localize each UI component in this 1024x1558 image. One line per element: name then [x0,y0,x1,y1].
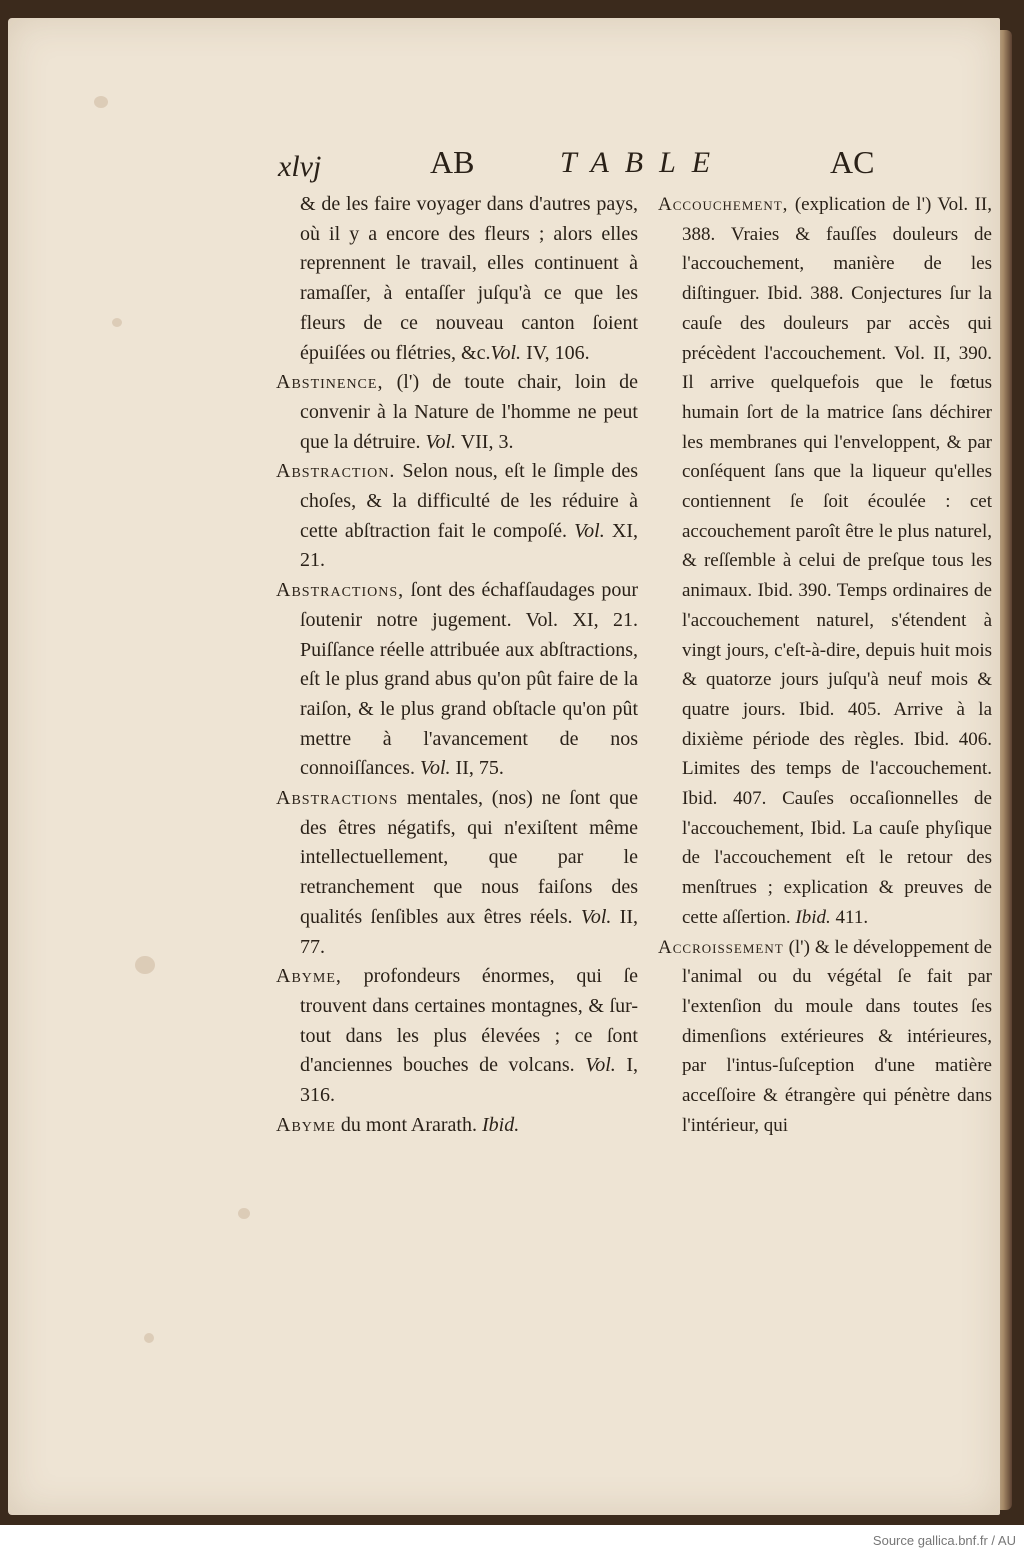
entry-body: (explication de l') Vol. II, 388. Vraies & fauſſes douleurs de l'accouchement, manière de les diſtinguer. Ibid. 388. Conjectures ſur la cauſe des douleurs par accès qui précèdent l'accouchement. Vol. II, 390. Il arrive quelquefois que le fœtus humain ſort de la matrice ſans déchirer les membranes qui l'enveloppent, & par conſéquent ſans que la liqueur qu'elles contiennent ſe ſoit écoulée : cet accouchement paroît être le plus naturel, & reſſemble à celui de preſque tous les animaux. Ibid. 390. Temps ordinaires de l'accouchement naturel, s'étendent à vingt jours, c'eſt-à-dire, depuis huit mois & quatorze jours juſqu'à neuf mois & quatre jours. Ibid. 405. Arrive à la dixième période des règles. Ibid. 406. Limites des temps de l'accouchement. Ibid. 407. Cauſes occaſionnelles de l'accouchement, Ibid. La cauſe phyſique de l'accouchement eſt le retour des menſtrues ; explication & preuves de cette aſſertion. [682,194,992,928]
book-page [8,18,1000,1515]
entry-body: (l') & le développement de l'animal ou du végétal ſe fait par l'extenſion du moule dans toutes ſes dimenſions extérieures & intérieures, par l'intus-ſuſception d'une matière acceſſoire & étrangère qui pénètre dans l'intérieur, qui [682,936,992,1136]
entry-page-ref: II, 75. [450,757,504,780]
index-entry [276,368,638,457]
entry-keyword: Abstractions, [276,579,405,602]
entry-page-ref: XI, 21. [300,519,638,572]
entry-body: mentales, (nos) ne ſont que des êtres négatifs, qui n'exiſtent même intellectuellement, que par le retranchement que nous faiſons des qualités ſenſibles aux êtres réels. [300,787,638,928]
entry-page-ref: II, 77. [300,905,639,958]
entry-body: Selon nous, eſt le ſimple des choſes, & la difficulté de les réduire à cette abſtraction fait le compoſé. [300,460,638,542]
running-header [8,144,1000,194]
foxing-stain [238,1208,250,1219]
entry-body: ſont des échafſaudages pour ſoutenir notre jugement. Vol. XI, 21. Puiſſance réelle attribuée aux abſtractions, eſt le plus grand abus qu'on pût faire de la raiſon, & le plus grand obſtacle qu'on pût mettre à l'avancement de nos connoiſſances. [300,579,638,780]
entry-keyword: Abyme, [276,965,342,988]
index-entry [276,576,638,784]
source-bar [0,1525,1024,1558]
entry-keyword: Accroissement [658,936,784,958]
entry-reference: Vol. [574,519,605,542]
entry-reference: Vol. [425,430,457,453]
entry-reference: Vol. [580,905,612,928]
entry-page-ref: VII, 3. [456,430,514,453]
header-left-letters: AB [430,144,475,180]
header-right-letters: AC [830,144,875,180]
entry-body: profondeurs énormes, qui ſe trouvent dans certaines montagnes, & ſur-tout dans les plus élevées ; ce ſont d'anciennes bouches de volcans. [300,965,638,1077]
entry-reference: Vol. [419,757,451,780]
entry-keyword: Abyme [276,1113,336,1136]
entry-reference: Ibid. [482,1113,520,1136]
foxing-stain [135,956,155,974]
foxing-stain [112,318,122,327]
entry-reference: Vol. [585,1054,616,1077]
entry-body: du mont Ararath. [335,1113,482,1136]
entry-page-ref: IV, 106. [521,341,590,364]
left-column [276,190,638,1141]
entry-page-ref: 411. [830,906,869,928]
entry-keyword: Abstraction. [276,460,396,483]
index-entry [658,190,992,933]
index-entry [276,1111,638,1141]
foxing-stain [144,1333,154,1343]
index-entry [276,190,638,368]
foxing-stain [94,96,108,108]
source-credit: Source gallica.bnf.fr / AU [872,1533,1016,1548]
entry-keyword: Abstinence, [276,371,384,394]
entry-body: (l') de toute chair, loin de convenir à la Nature de l'homme ne peut que la détruire. [300,371,638,453]
folio-number: xlvj [278,150,322,183]
index-entry [276,784,638,962]
entry-page-ref: I, 316. [300,1054,638,1107]
entry-body: & de les faire voyager dans d'autres pays, où il y a encore des fleurs ; alors elles reprennent le travail, elles continuent à ramaſſer, à entaſſer juſqu'à ce que les fleurs de ce nouveau canton ſoient épuiſées ou flétries, &c. [300,193,638,364]
index-entry [276,457,638,576]
entry-keyword: Abstractions [276,787,399,810]
header-title: TABLE [560,146,727,179]
entry-reference: Vol. [490,341,522,364]
right-column [658,190,992,1141]
index-entry [658,933,992,1141]
entry-reference: Ibid. [795,906,831,928]
index-entry [276,962,638,1111]
entry-keyword: Accouchement, [658,194,789,215]
